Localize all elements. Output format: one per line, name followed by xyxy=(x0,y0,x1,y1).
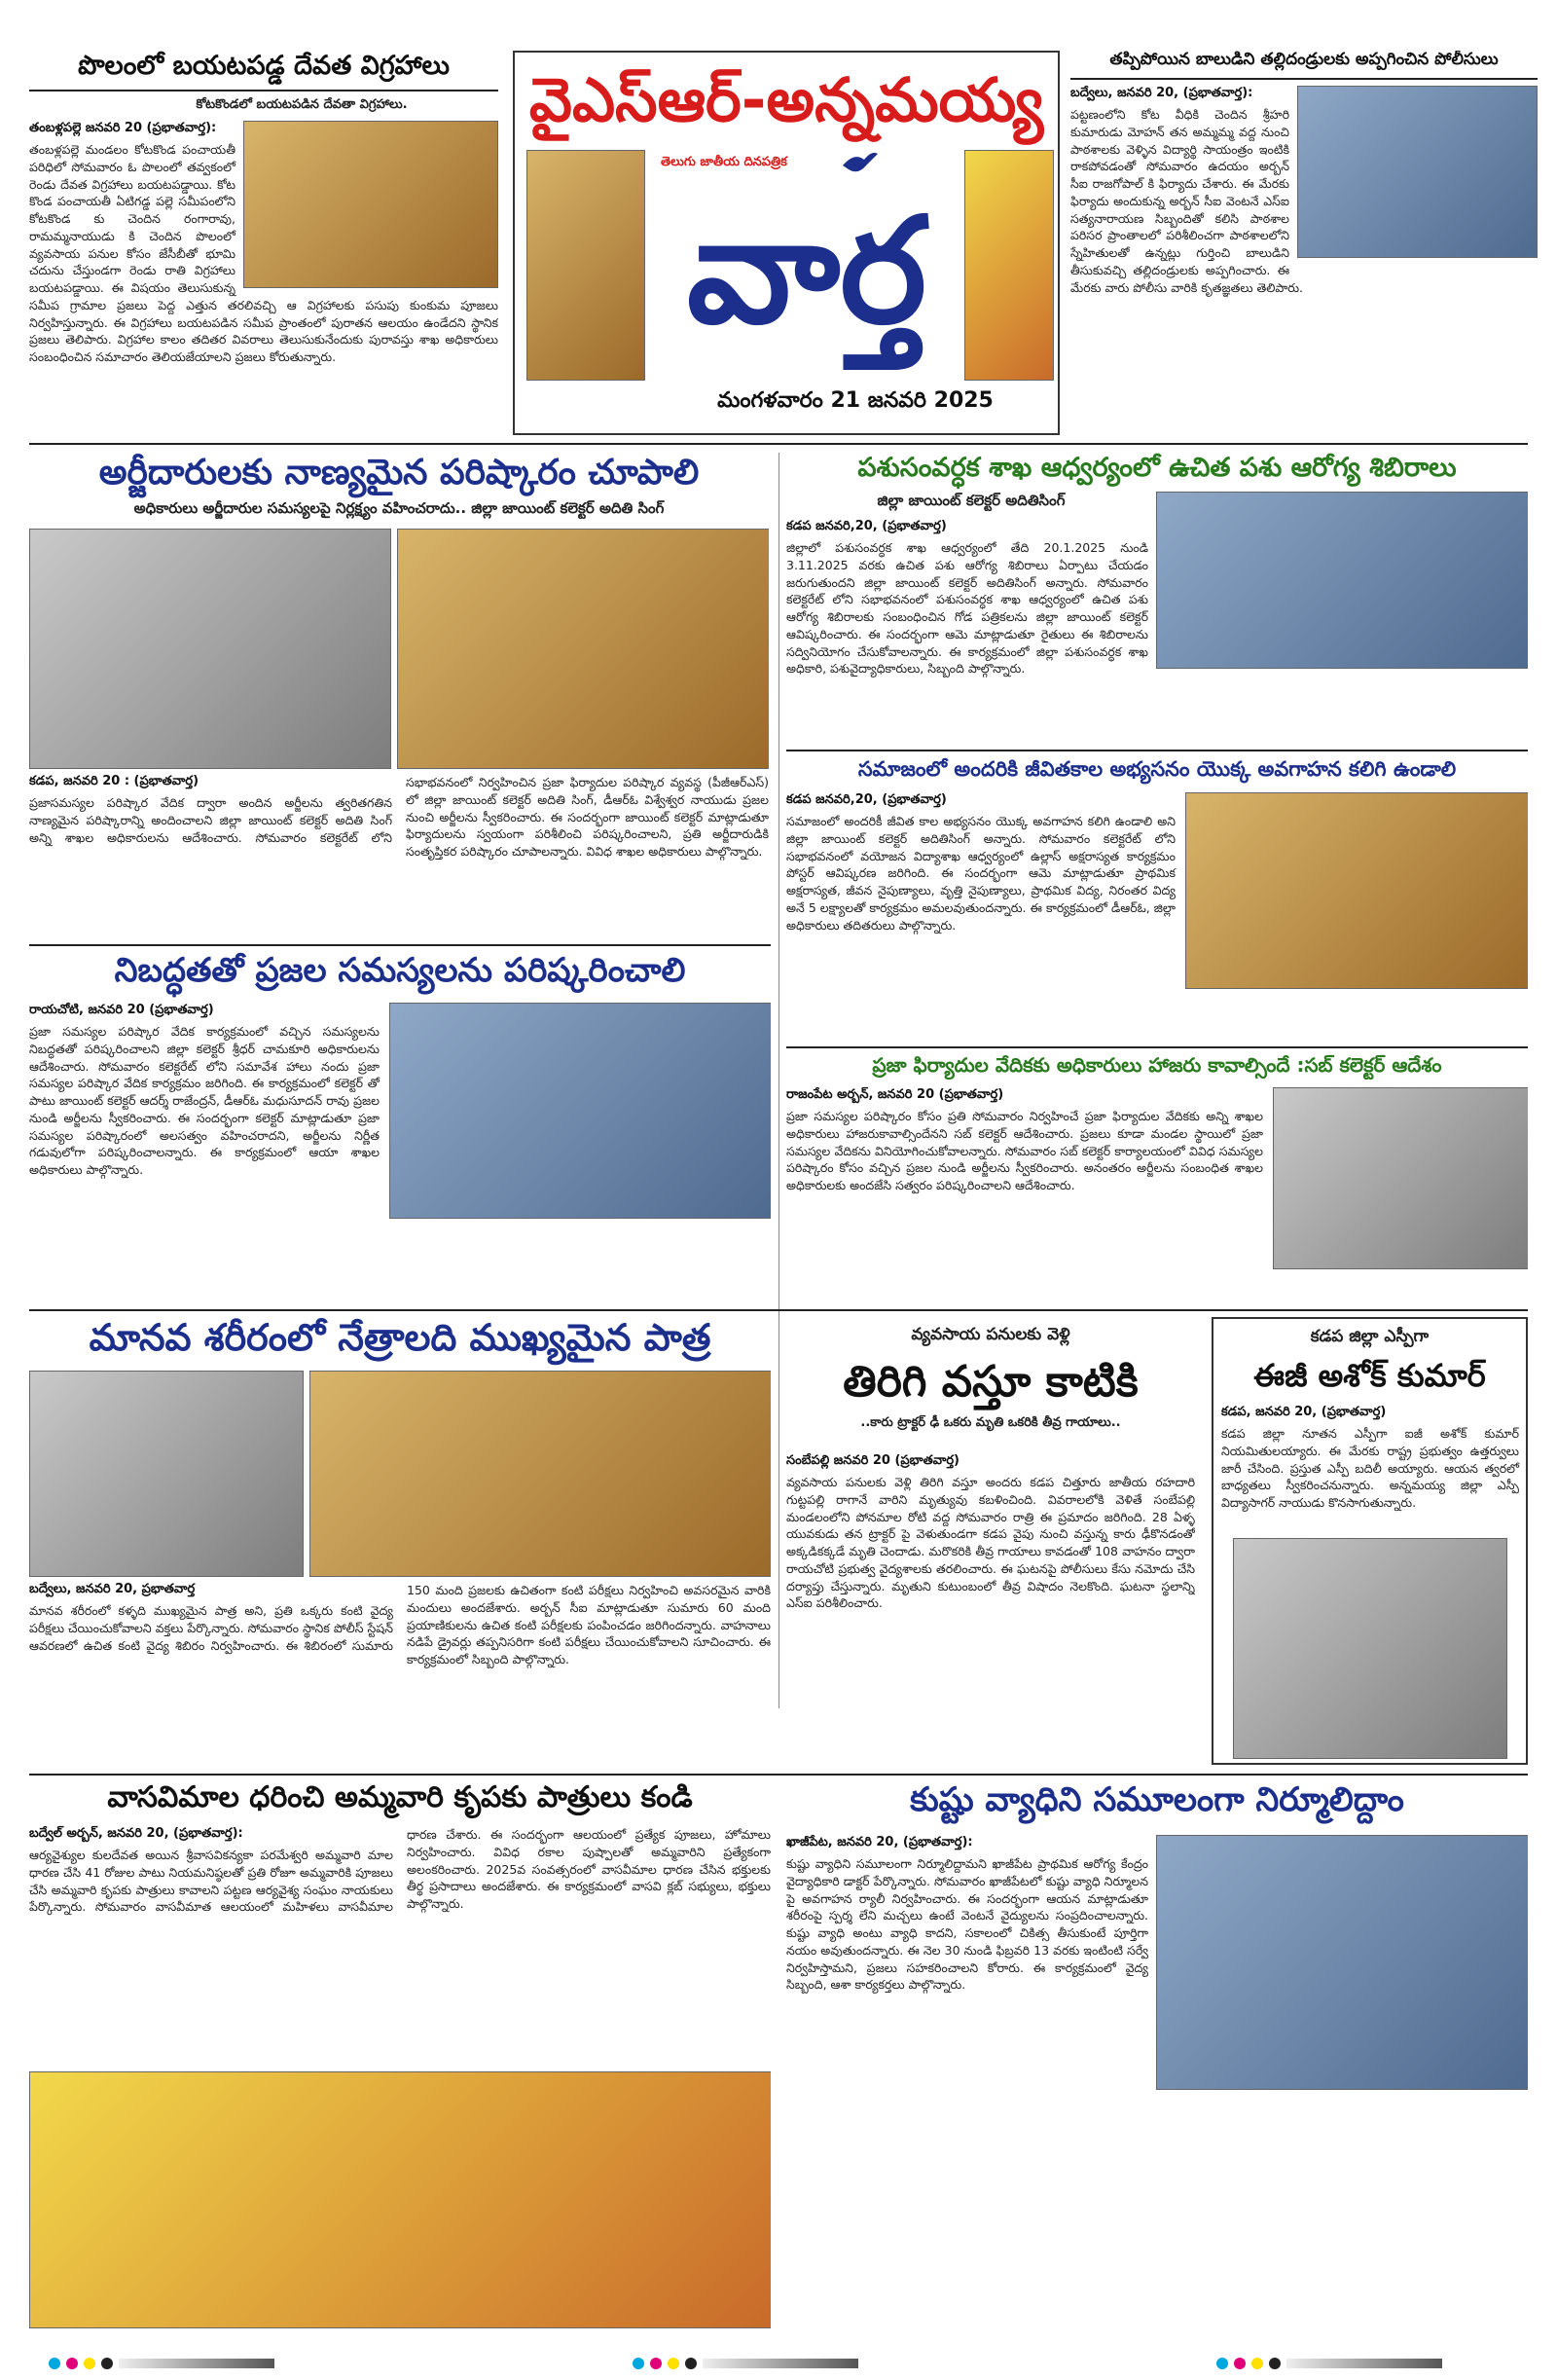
body: ప్రజాసమస్యల పరిష్కార వేదిక ద్వారా అందిన అర్జీలను త్వరితగతిన నాణ్యమైన పరిష్కారాన్ని అందించాలని జిల్లా జాయింట్ కలెక్టర్ అదితి సింగ్ అన్ని శాఖల అధికారులను ఆదేశించారు. సోమవారం కలెక్టరేట్ లోని సభాభవనంలో నిర్వహించిన ప్రజా ఫిర్యాదుల పరిష్కార వ్యవస్థ (పీజీఆర్ఎస్) లో జిల్లా జాయింట్ కలెక్టర్ అదితి సింగ్, డీఆర్ఓ విశ్వేశ్వర నాయుడు ప్రజల నుంచి అర్జీలను స్వీకరించారు. ఈ సందర్భంగా జాయింట్ కలెక్టర్ మాట్లాడుతూ ఫిర్యాదులను స్వయంగా పరిశీలించి పరిష్కరించాలని, ప్రతి అర్జీదారుడికి సంతృప్తికర పరిష్కారం చూపాలన్నారు. వివిధ శాఖల అధికారులు పాల్గొన్నారు. xyxy=(29,775,769,859)
story-body xyxy=(1070,86,1538,431)
animal-health-photo xyxy=(1156,492,1528,669)
body: జిల్లాలో పశుసంవర్ధక శాఖ ఆధ్వర్యంలో తేది 20.1.2025 నుండి 3.11.2025 వరకు ఉచిత పశు ఆరోగ్య శిబిరాలు ఏర్పాటు చేయడం జరుగుతుందని జిల్లా జాయింట్ కలెక్టర్ అదితిసింగ్ అన్నారు. సోమవారం కలెక్టరేట్ లోని సభాభవనంలో పశుసంవర్ధక శాఖ ఆధ్వర్యంలో ఉచిత పశు ఆరోగ్య శిబిరాలకు సంబంధించిన గోడ పత్రికలను జిల్లా జాయింట్ కలెక్టర్ ఆవిష్కరించారు. ఈ సందర్భంగా ఆమె మాట్లాడుతూ రైతులు ఈ శిబిరాలను సద్వినియోగం చేసుకోవాలన్నారు. ఈ కార్యక్రమంలో జిల్లా పశుసంవర్ధక శాఖ అధికారి, పశువైద్యాధికారులు, సిబ్బంది పాల్గొన్నారు. xyxy=(786,540,1148,677)
headline: పశుసంవర్ధక శాఖ ఆధ్వర్యంలో ఉచిత పశు ఆరోగ్య శిబిరాలు xyxy=(857,453,1457,483)
grievance-photo-right xyxy=(397,529,769,769)
body: ఆర్యవైశ్యుల కులదేవత అయిన శ్రీవాసవికన్యకా పరమేశ్వరి అమ్మవారి మాల ధారణ చేసి 41 రోజుల పాటు నియమనిష్ఠలతో ప్రతి రోజూ అమ్మవారికి పూజలు చేసి అమ్మవారి కృపకు పాత్రులు కావాలని పట్టణ ఆర్యవైశ్య సంఘం నాయకులు పేర్కొన్నారు. సోమవారం వాసవీమాత ఆలయంలో మహిళలు వాసవీమాల ధారణ చేశారు. ఈ సందర్భంగా ఆలయంలో ప్రత్యేక పూజలు, హోమాలు నిర్వహించారు. వివిధ రకాల పుష్పాలతో అమ్మవారిని ప్రత్యేకంగా అలంకరించారు. 2025వ సంవత్సరంలో వాసవీమాల ధారణ చేసిన భక్తులకు తీర్థ ప్రసాదాలు అందజేశారు. ఈ కార్యక్రమంలో వాసవి క్లబ్ సభ్యులు, భక్తులు పాల్గొన్నారు. xyxy=(29,1827,771,1915)
dove-logo-icon xyxy=(841,148,880,177)
body: కుష్టు వ్యాధిని సమూలంగా నిర్మూలిద్దామని ఖాజీపేట ప్రాథమిక ఆరోగ్య కేంద్రం వైద్యాధికారి డాక్టర్ పేర్కొన్నారు. సోమవారం ఖాజీపేటలో కుష్టు వ్యాధి నిర్మూలన పై అవగాహన ర్యాలీ నిర్వహించారు. ఈ సందర్భంగా ఆయన మాట్లాడుతూ శరీరంపై స్పర్శ లేని మచ్చలు ఉంటే వెంటనే వైద్యులను సంప్రదించాలన్నారు. కుష్టు వ్యాధి అంటు వ్యాధి కాదని, సకాలంలో చికిత్స తీసుకుంటే పూర్తిగా నయం అవుతుందన్నారు. ఈ నెల 30 నుండి ఫిబ్రవరి 13 వరకు ఇంటింటి సర్వే నిర్వహిస్తామని, ప్రజలు సహకరించాలని కోరారు. ఈ కార్యక్రమంలో వైద్య సిబ్బంది, ఆశా కార్యకర్తలు పాల్గొన్నారు. xyxy=(786,1856,1148,1993)
story-lifelong-learning xyxy=(786,757,1528,1040)
dateline: తంబళ్లపల్లె జనవరి 20 (ప్రభాతవార్త): xyxy=(29,121,217,135)
masthead-title: వైఎస్ఆర్-అన్నమయ్య xyxy=(528,64,1044,135)
headline: పొలంలో బయటపడ్డ దేవత విగ్రహాలు xyxy=(78,51,450,81)
story-missing-boy xyxy=(1070,51,1538,435)
print-registration-bar-3 xyxy=(1216,2357,1442,2370)
grievance-photo-left xyxy=(29,529,391,769)
story-body xyxy=(786,1835,1148,2326)
kicker: కడప జిల్లా ఎస్పీగా xyxy=(1310,1327,1430,1346)
body: కడప జిల్లా నూతన ఎస్పీగా ఐజీ అశోక్ కుమార్ నియమితులయ్యారు. ఈ మేరకు రాష్ట్ర ప్రభుత్వం ఉత్తర్వులు జారీ చేసింది. ప్రస్తుత ఎస్పీ బదిలీ అయ్యారు. ఆయన త్వరలో బాధ్యతలు స్వీకరించనున్నారు. అన్నమయ్య జిల్లా ఎస్పీ విద్యాసాగర్ నాయుడు కొనసాగుతున్నారు. xyxy=(1221,1426,1519,1510)
story-animal-health-camps xyxy=(786,453,1528,745)
headline: వాసవిమాల ధరించి అమ్మవారి కృపకు పాత్రులు కండి xyxy=(107,1781,693,1814)
collector-grievance-photo xyxy=(389,1003,771,1219)
story-eyes-important xyxy=(29,1317,771,1765)
dateline: కడప, జనవరి 20 : (ప్రభాతవార్త) xyxy=(29,774,199,788)
story-tractor-accident xyxy=(786,1317,1195,1765)
body: సమాజంలో అందరికీ జీవిత కాల అభ్యసనం యొక్క అవగాహన కలిగి ఉండాలి అని జిల్లా జాయింట్ కలెక్టర్ అదితిసింగ్ అన్నారు. సోమవారం కలెక్టరేట్ లోని సభాభవనంలో వయోజన విద్యాశాఖ ఆధ్వర్యంలో ఉల్లాస్ అక్షరాస్యత కార్యక్రమం పోస్టర్ ఆవిష్కరణ జరిగింది. ఈ సందర్భంగా ఆమె మాట్లాడుతూ ప్రాథమిక అక్షరాస్యత, జీవన నైపుణ్యాలు, వృత్తి నైపుణ్యాలు, ప్రాథమిక విద్య, నిరంతర విద్య అనే 5 లక్ష్యాలతో కార్యక్రమం అమలవుతుందన్నారు. ఈ కార్యక్రమంలో డీఆర్ఓ, జిల్లా అధికారులు తదితరులు పాల్గొన్నారు. xyxy=(786,814,1176,933)
story-new-sp xyxy=(1212,1317,1528,1765)
masthead-date: మంగళవారం 21 జనవరి 2025 xyxy=(717,388,994,413)
headline: ఈజీ అశోక్ కుమార్ xyxy=(1253,1357,1486,1394)
story-body xyxy=(786,1087,1263,1300)
dateline: ఖాజీపేట, జనవరి 20, (ప్రభాతవార్త): xyxy=(786,1835,973,1849)
headline: ప్రజా ఫిర్యాదుల వేదికకు అధికారులు హాజరు కావాల్సిందే :సబ్ కలెక్టర్ ఆదేశం xyxy=(872,1054,1442,1077)
dateline: బద్వేలు, జనవరి 20, ప్రభాతవార్త xyxy=(29,1582,196,1596)
sp-portrait-photo xyxy=(1233,1538,1507,1759)
story-grievances-quality xyxy=(29,453,769,939)
story-body xyxy=(1221,1405,1519,1531)
masthead xyxy=(513,51,1060,435)
subhead: ..కారు ట్రాక్టర్ ఢీ ఒకరు మృతి ఒకరికి తీవ్ర గాయాలు.. xyxy=(860,1414,1121,1430)
print-registration-bar-2 xyxy=(633,2357,858,2370)
body: ప్రజా సమస్యల పరిష్కార వేదిక కార్యక్రమంలో వచ్చిన సమస్యలను నిబద్ధతతో పరిష్కరించాలని జిల్లా కలెక్టర్ శ్రీధర్ చామకూరి అధికారులను ఆదేశించారు. సోమవారం కలెక్టరేట్ లోని సమావేశ హాలు నందు ప్రజా సమస్యల పరిష్కార వేదిక కార్యక్రమం జరిగింది. ఈ కార్యక్రమంలో కలెక్టర్ తో పాటు జాయింట్ కలెక్టర్ ఆదర్శ్ రాజేంద్రన్, డీఆర్ఓ మధుసూదన్ రావు ప్రజల నుండి అర్జీలను స్వీకరించారు. ఈ సందర్భంగా కలెక్టర్ మాట్లాడుతూ ప్రజా సమస్యల పరిష్కారంలో అలసత్వం వహించరాదని, అర్జీలను నిర్ణీత గడువులోగా పరిష్కరించాలన్నారు. ఈ కార్యక్రమంలో ఆయా శాఖల అధికారులు పాల్గొన్నారు. xyxy=(29,1024,380,1177)
story-deity-idols xyxy=(29,51,498,435)
dateline: కడప జనవరి,20, (ప్రభాతవార్త) xyxy=(786,792,947,807)
masthead-tagline: తెలుగు జాతీయ దినపత్రిక xyxy=(661,155,787,169)
sub-collector-photo xyxy=(1273,1087,1528,1269)
dateline: రాజంపేట అర్బన్, జనవరి 20 (ప్రభాతవార్త) xyxy=(786,1087,1004,1102)
body: తంబళ్లపల్లె మండలం కోటకొండ పంచాయతీ పరిధిలో సోమవారం ఓ పొలంలో తవ్వకంలో రెండు దేవత విగ్రహాలు బయటపడ్డాయి. కోట కొండ పంచాయతీ ఏటిగడ్డ పల్లె సమీపంలోని కోటకొండ కు చెందిన రంగారావు, రామమ్మనాయుడు కి చెందిన పొలంలో వ్యవసాయ పనుల కోసం జేసీబీతో భూమి చదును చేస్తుండగా రెండు రాతి విగ్రహాలు బయటపడ్డాయి. ఈ విషయం తెలుసుకున్న సమీప గ్రామాల ప్రజలు పెద్ద ఎత్తున తరలివచ్చి ఆ విగ్రహాలకు పసుపు కుంకుమ పూజలు నిర్వహిస్తున్నారు. ఈ విగ్రహాలు బయటపడిన సమీప ప్రాంతంలో పురాతన ఆలయం ఉండేదని స్థానిక ప్రజలు తెలిపారు. విగ్రహాల కాలం తదితర వివరాలు తెలుసుకునేందుకు పురావస్తు శాఖ అధికారులు సంబంధించిన సమాచారం తెలియజేయాలని ప్రజలు కోరుతున్నారు. xyxy=(29,142,498,364)
missing-boy-photo xyxy=(1297,86,1538,258)
story-body xyxy=(29,121,498,432)
story-body xyxy=(29,1003,380,1300)
story-vasavi-mala xyxy=(29,1781,771,2331)
headline: అర్జీదారులకు నాణ్యమైన పరిష్కారం చూపాలి xyxy=(98,453,700,493)
story-body xyxy=(29,1582,771,1762)
paper-name: వార్త xyxy=(686,187,927,356)
temple-deity-image xyxy=(526,150,645,381)
dateline: కడప జనవరి,20, (ప్రభాతవార్త) xyxy=(786,519,947,533)
body: మానవ శరీరంలో కళ్ళది ముఖ్యమైన పాత్ర అని, ప్రతి ఒక్కరు కంటి వైద్య పరీక్షలు చేయించుకోవాలని వక్తలు పేర్కొన్నారు. సోమవారం స్థానిక పోలీస్ స్టేషన్ ఆవరణలో ఉచిత కంటి వైద్య శిబిరం నిర్వహించారు. ఈ శిబిరంలో సుమారు 150 మంది ప్రజలకు ఉచితంగా కంటి పరీక్షలు నిర్వహించి అవసరమైన వారికి మందులు అందజేశారు. అర్బన్ సీఐ మాట్లాడుతూ సుమారు 60 మంది ప్రయాణికులను ఉచిత కంటి పరీక్షలకు పంపించడం జరిగిందన్నారు. వాహనాలు నడిపే డ్రైవర్లు తప్పనిసరిగా కంటి పరీక్షలు చేయించుకోవాలని సూచించారు. ఈ కార్యక్రమంలో సిబ్బంది పాల్గొన్నారు. xyxy=(29,1583,771,1666)
headline: తిరిగి వస్తూ కాటికి xyxy=(843,1357,1139,1407)
subhead: అధికారులు అర్జీదారుల సమస్యలపై నిర్లక్ష్యం వహించరాదు.. జిల్లా జాయింట్ కలెక్టర్ అదితి సింగ్ xyxy=(133,499,665,517)
headline: సమాజంలో అందరికి జీవితకాల అభ్యసనం యొక్క అవగాహన కలిగి ఉండాలి xyxy=(857,757,1457,781)
story-body xyxy=(786,519,1148,741)
story-leprosy-eradication xyxy=(786,1781,1528,2331)
headline: నిబద్ధతతో ప్రజల సమస్యలను పరిష్కరించాలి xyxy=(114,952,686,990)
kicker: వ్యవసాయ పనులకు వెళ్లి xyxy=(911,1325,1070,1344)
subhead: కోటకొండలో బయటపడిన దేవతా విగ్రహాలు. xyxy=(196,97,408,112)
story-body xyxy=(786,792,1176,1036)
leprosy-rally-photo xyxy=(1156,1835,1528,2090)
deity-idols-photo xyxy=(243,121,498,288)
subhead: జిల్లా జాయింట్ కలెక్టర్ అదితిసింగ్ xyxy=(877,492,1066,509)
annamayya-figure-image xyxy=(964,150,1054,381)
story-body xyxy=(29,1826,771,2065)
dateline: కడప, జనవరి 20, (ప్రభాతవార్త) xyxy=(1221,1405,1387,1419)
body: పట్టణంలోని కోట వీధికి చెందిన శ్రీహరి కుమారుడు మోహన్ తన అమ్మమ్మ వద్ద నుంచి పాఠశాలకు వెళ్ళిన విద్యార్థి సాయంత్రం ఇంటికి రాకపోవడంతో సోమవారం ఉదయం అర్బన్ సీఐ రాజగోపాల్ కి ఫిర్యాదు చేశారు. ఈ మేరకు ఫిర్యాదు అందుకున్న అర్బన్ సీఐ వెంటనే ఎస్ఐ సత్యనారాయణ సిబ్బందితో కలిసి పాఠశాల పరిసర ప్రాంతాలలో పరిశీలించగా పాఠశాలలోని స్నేహితులతో ఉన్నట్లు గుర్తించి బాలుడిని తీసుకువచ్చి తల్లిదండ్రులకు అప్పగించారు. ఈ మేరకు వారు పోలీసు వారికి కృతజ్ఞతలు తెలిపారు. xyxy=(1070,107,1304,295)
dateline: బద్వేల్ అర్బన్, జనవరి 20, (ప్రభాతవార్త): xyxy=(29,1826,243,1841)
eye-camp-photo-right xyxy=(309,1371,771,1577)
story-sub-collector-order xyxy=(786,1054,1528,1302)
story-body xyxy=(786,1453,1195,1760)
vasavi-devotees-photo xyxy=(29,2071,771,2328)
body: వ్యవసాయ పనులకు వెళ్లి తిరిగి వస్తూ అందరు కడప చిత్తూరు జాతీయ రహదారి గుట్టపల్లి రాగానే వారిని మృత్యువు కబళించింది. వివరాలలోకి వెళితే సంబేపల్లి మండలంలోని పోనమాల రోటి వద్ద సోమవారం రాత్రి ఈ ప్రమాదం జరిగింది. 28 ఏళ్ళ యువకుడు తన ట్రాక్టర్ పై వెళుతుండగా కడప వైపు నుంచి వస్తున్న కారు ఢీకొనడంతో అక్కడికక్కడే మృతి చెందాడు. మరొకరికి తీవ్ర గాయాలు కావడంతో 108 వాహనం ద్వారా రాయచోటి ప్రభుత్వ వైద్యశాలకు తరలించారు. ఈ ఘటనపై పోలీసులు కేసు నమోదు చేసి దర్యాప్తు చేస్తున్నారు. మృతుని కుటుంబంలో తీవ్ర విషాదం నెలకొంది. ఘటనా స్థలాన్ని ఎస్ఐ పరిశీలించారు. xyxy=(786,1475,1195,1611)
print-registration-bar xyxy=(49,2357,274,2370)
story-commitment-solve-issues xyxy=(29,952,771,1302)
headline: తప్పిపోయిన బాలుడిని తల్లిదండ్రులకు అప్పగించిన పోలీసులు xyxy=(1109,51,1499,69)
body: ప్రజా సమస్యల పరిష్కారం కోసం ప్రతి సోమవారం నిర్వహించే ప్రజా ఫిర్యాదుల వేదికకు అన్ని శాఖల అధికారులు హాజరుకావాల్సిందేనని సబ్ కలెక్టర్ ఆదేశించారు. ప్రజలు కూడా మండల స్థాయిలో ప్రజా సమస్యల వేదికను వినియోగించుకోవాలన్నారు. సోమవారం సబ్ కలెక్టర్ కార్యాలయంలో వివిధ సమస్యల పరిష్కారం కోసం వచ్చిన ప్రజల నుండి అర్జీలను స్వీకరించారు. అనంతరం అర్జీలను సంబంధిత శాఖల అధికారులకు అందజేసి సత్వరం పరిష్కరించాలని ఆదేశించారు. xyxy=(786,1109,1263,1192)
headline: కుష్టు వ్యాధిని సమూలంగా నిర్మూలిద్దాం xyxy=(910,1781,1404,1819)
story-body xyxy=(29,774,769,934)
dateline: రాయచోటి, జనవరి 20 (ప్రభాతవార్త) xyxy=(29,1003,214,1017)
dateline: బద్వేలు, జనవరి 20, (ప్రభాతవార్త): xyxy=(1070,86,1253,100)
lifelong-learning-photo xyxy=(1185,792,1528,989)
eye-camp-photo-left xyxy=(29,1371,304,1577)
dateline: సంబేపల్లి జనవరి 20 (ప్రభాతవార్త) xyxy=(786,1453,960,1468)
headline: మానవ శరీరంలో నేత్రాలది ముఖ్యమైన పాత్ర xyxy=(89,1317,711,1359)
